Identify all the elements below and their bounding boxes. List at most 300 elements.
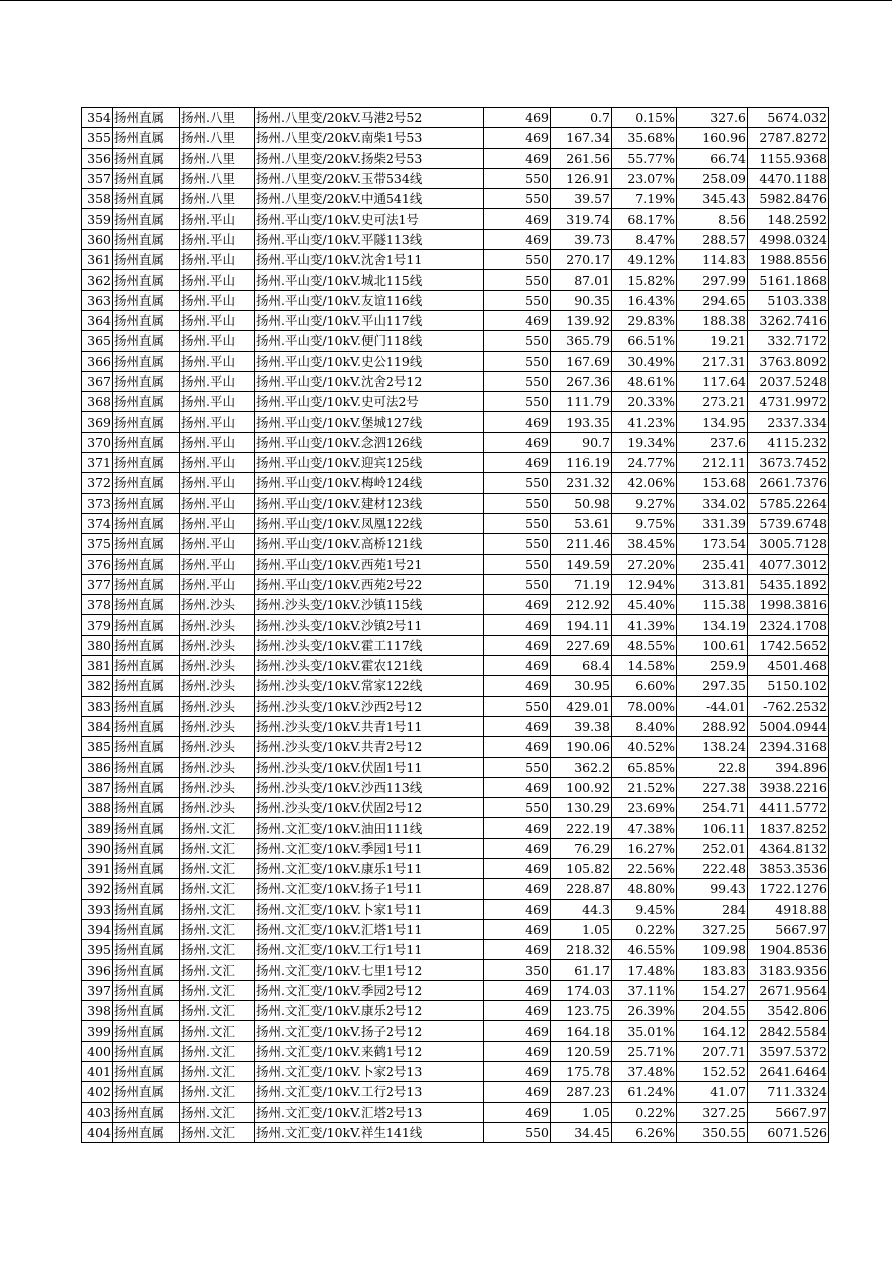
feeder-name-cell: 扬州.平山变/10kV.平山117线: [255, 310, 484, 330]
table-row: [82, 899, 829, 919]
margin-value-cell: 5785.2264: [748, 493, 829, 513]
load-cell: 90.35: [551, 290, 612, 310]
row-number: 376: [82, 554, 113, 574]
margin-value-cell: 4115.232: [748, 432, 829, 452]
table-row: [82, 1102, 829, 1122]
substation-cell: 扬州.平山: [180, 209, 255, 229]
top-border-line: [0, 0, 892, 1]
load-rate-cell: 6.60%: [612, 676, 677, 696]
substation-cell: 扬州.平山: [180, 310, 255, 330]
load-cell: 287.23: [551, 1082, 612, 1102]
substation-cell: 扬州.文汇: [180, 940, 255, 960]
margin-cell: 313.81: [677, 574, 748, 594]
capacity-cell: 469: [484, 879, 551, 899]
substation-cell: 扬州.平山: [180, 229, 255, 249]
load-cell: 222.19: [551, 818, 612, 838]
margin-value-cell: 4501.468: [748, 656, 829, 676]
feeder-name-cell: 扬州.八里变/20kV.中通541线: [255, 189, 484, 209]
table-row: [82, 574, 829, 594]
table-row: [82, 554, 829, 574]
row-number: 393: [82, 899, 113, 919]
substation-cell: 扬州.沙头: [180, 737, 255, 757]
capacity-cell: 469: [484, 656, 551, 676]
table-row: [82, 270, 829, 290]
margin-value-cell: 5435.1892: [748, 574, 829, 594]
load-rate-cell: 25.71%: [612, 1041, 677, 1061]
margin-value-cell: 1904.8536: [748, 940, 829, 960]
load-rate-cell: 16.27%: [612, 838, 677, 858]
capacity-cell: 550: [484, 696, 551, 716]
margin-value-cell: 4470.1188: [748, 168, 829, 188]
table-row: [82, 858, 829, 878]
margin-value-cell: 1742.5652: [748, 635, 829, 655]
substation-cell: 扬州.文汇: [180, 1122, 255, 1142]
load-rate-cell: 0.22%: [612, 1102, 677, 1122]
row-number: 372: [82, 473, 113, 493]
company-cell: 扬州直属: [113, 818, 180, 838]
substation-cell: 扬州.平山: [180, 432, 255, 452]
company-cell: 扬州直属: [113, 940, 180, 960]
company-cell: 扬州直属: [113, 554, 180, 574]
load-rate-cell: 7.19%: [612, 189, 677, 209]
capacity-cell: 469: [484, 1061, 551, 1081]
margin-cell: -44.01: [677, 696, 748, 716]
substation-cell: 扬州.八里: [180, 128, 255, 148]
load-rate-cell: 30.49%: [612, 351, 677, 371]
load-cell: 111.79: [551, 392, 612, 412]
substation-cell: 扬州.八里: [180, 148, 255, 168]
substation-cell: 扬州.沙头: [180, 777, 255, 797]
feeder-name-cell: 扬州.文汇变/10kV.祥生141线: [255, 1122, 484, 1142]
load-cell: 34.45: [551, 1122, 612, 1142]
capacity-cell: 550: [484, 513, 551, 533]
table-row: [82, 615, 829, 635]
row-number: 390: [82, 838, 113, 858]
substation-cell: 扬州.文汇: [180, 879, 255, 899]
substation-cell: 扬州.文汇: [180, 1061, 255, 1081]
row-number: 385: [82, 737, 113, 757]
load-rate-cell: 49.12%: [612, 250, 677, 270]
margin-cell: 235.41: [677, 554, 748, 574]
table-row: [82, 595, 829, 615]
margin-cell: 331.39: [677, 513, 748, 533]
company-cell: 扬州直属: [113, 757, 180, 777]
company-cell: 扬州直属: [113, 513, 180, 533]
substation-cell: 扬州.沙头: [180, 798, 255, 818]
row-number: 395: [82, 940, 113, 960]
load-rate-cell: 38.45%: [612, 534, 677, 554]
margin-value-cell: 4918.88: [748, 899, 829, 919]
load-cell: 429.01: [551, 696, 612, 716]
substation-cell: 扬州.沙头: [180, 676, 255, 696]
load-rate-cell: 27.20%: [612, 554, 677, 574]
load-rate-cell: 37.11%: [612, 980, 677, 1000]
feeder-name-cell: 扬州.沙头变/10kV.沙西113线: [255, 777, 484, 797]
feeder-name-cell: 扬州.平山变/10kV.西苑1号21: [255, 554, 484, 574]
substation-cell: 扬州.文汇: [180, 1102, 255, 1122]
load-rate-cell: 9.27%: [612, 493, 677, 513]
load-cell: 174.03: [551, 980, 612, 1000]
load-cell: 123.75: [551, 1001, 612, 1021]
capacity-cell: 469: [484, 453, 551, 473]
feeder-name-cell: 扬州.文汇变/10kV.工行2号13: [255, 1082, 484, 1102]
row-number: 404: [82, 1122, 113, 1142]
row-number: 383: [82, 696, 113, 716]
substation-cell: 扬州.文汇: [180, 919, 255, 939]
substation-cell: 扬州.文汇: [180, 899, 255, 919]
margin-value-cell: 711.3324: [748, 1082, 829, 1102]
substation-cell: 扬州.平山: [180, 331, 255, 351]
table-row: [82, 351, 829, 371]
margin-value-cell: 5150.102: [748, 676, 829, 696]
row-number: 377: [82, 574, 113, 594]
substation-cell: 扬州.沙头: [180, 757, 255, 777]
feeder-name-cell: 扬州.文汇变/10kV.扬子1号11: [255, 879, 484, 899]
table-row: [82, 371, 829, 391]
margin-value-cell: 3673.7452: [748, 453, 829, 473]
feeder-name-cell: 扬州.平山变/10kV.友谊116线: [255, 290, 484, 310]
row-number: 370: [82, 432, 113, 452]
load-cell: 261.56: [551, 148, 612, 168]
table-row: [82, 818, 829, 838]
load-rate-cell: 8.47%: [612, 229, 677, 249]
margin-cell: 106.11: [677, 818, 748, 838]
company-cell: 扬州直属: [113, 189, 180, 209]
load-rate-cell: 21.52%: [612, 777, 677, 797]
row-number: 371: [82, 453, 113, 473]
margin-value-cell: 5739.6748: [748, 513, 829, 533]
load-cell: 212.92: [551, 595, 612, 615]
row-number: 402: [82, 1082, 113, 1102]
margin-cell: 8.56: [677, 209, 748, 229]
load-rate-cell: 41.39%: [612, 615, 677, 635]
row-number: 359: [82, 209, 113, 229]
margin-value-cell: 5667.97: [748, 1102, 829, 1122]
capacity-cell: 550: [484, 189, 551, 209]
load-cell: 1.05: [551, 1102, 612, 1122]
feeder-name-cell: 扬州.平山变/10kV.西苑2号22: [255, 574, 484, 594]
table-row: [82, 168, 829, 188]
margin-cell: 19.21: [677, 331, 748, 351]
table-row: [82, 777, 829, 797]
margin-cell: 327.25: [677, 1102, 748, 1122]
company-cell: 扬州直属: [113, 1102, 180, 1122]
margin-cell: 258.09: [677, 168, 748, 188]
table-row: [82, 534, 829, 554]
capacity-cell: 469: [484, 940, 551, 960]
table-row: [82, 879, 829, 899]
load-cell: 231.32: [551, 473, 612, 493]
load-cell: 1.05: [551, 919, 612, 939]
substation-cell: 扬州.文汇: [180, 1001, 255, 1021]
load-cell: 193.35: [551, 412, 612, 432]
load-rate-cell: 0.15%: [612, 108, 677, 128]
margin-value-cell: 1988.8556: [748, 250, 829, 270]
margin-cell: 66.74: [677, 148, 748, 168]
margin-value-cell: 5161.1868: [748, 270, 829, 290]
load-rate-cell: 0.22%: [612, 919, 677, 939]
row-number: 366: [82, 351, 113, 371]
substation-cell: 扬州.平山: [180, 250, 255, 270]
feeder-name-cell: 扬州.平山变/10kV.平隧113线: [255, 229, 484, 249]
margin-value-cell: 2787.8272: [748, 128, 829, 148]
margin-cell: 138.24: [677, 737, 748, 757]
margin-cell: 152.52: [677, 1061, 748, 1081]
margin-value-cell: 394.896: [748, 757, 829, 777]
load-rate-cell: 12.94%: [612, 574, 677, 594]
capacity-cell: 469: [484, 1082, 551, 1102]
row-number: 386: [82, 757, 113, 777]
substation-cell: 扬州.沙头: [180, 635, 255, 655]
row-number: 400: [82, 1041, 113, 1061]
feeder-name-cell: 扬州.文汇变/10kV.工行1号11: [255, 940, 484, 960]
table-row: [82, 1061, 829, 1081]
margin-cell: 115.38: [677, 595, 748, 615]
margin-cell: 222.48: [677, 858, 748, 878]
load-rate-cell: 6.26%: [612, 1122, 677, 1142]
load-cell: 130.29: [551, 798, 612, 818]
margin-cell: 297.35: [677, 676, 748, 696]
feeder-name-cell: 扬州.平山变/10kV.沈舍2号12: [255, 371, 484, 391]
load-rate-cell: 35.01%: [612, 1021, 677, 1041]
capacity-cell: 469: [484, 919, 551, 939]
load-cell: 61.17: [551, 960, 612, 980]
margin-cell: 164.12: [677, 1021, 748, 1041]
substation-cell: 扬州.文汇: [180, 980, 255, 1000]
company-cell: 扬州直属: [113, 858, 180, 878]
table-row: [82, 1001, 829, 1021]
table-row: [82, 656, 829, 676]
feeder-name-cell: 扬州.文汇变/10kV.来鹤1号12: [255, 1041, 484, 1061]
row-number: 398: [82, 1001, 113, 1021]
company-cell: 扬州直属: [113, 696, 180, 716]
row-number: 363: [82, 290, 113, 310]
table-row: [82, 148, 829, 168]
capacity-cell: 550: [484, 534, 551, 554]
company-cell: 扬州直属: [113, 1122, 180, 1142]
substation-cell: 扬州.平山: [180, 290, 255, 310]
load-rate-cell: 37.48%: [612, 1061, 677, 1081]
capacity-cell: 550: [484, 270, 551, 290]
load-cell: 120.59: [551, 1041, 612, 1061]
margin-value-cell: 2671.9564: [748, 980, 829, 1000]
table-row: [82, 432, 829, 452]
load-cell: 267.36: [551, 371, 612, 391]
table-row: [82, 493, 829, 513]
margin-value-cell: 3853.3536: [748, 858, 829, 878]
margin-value-cell: 2661.7376: [748, 473, 829, 493]
load-cell: 116.19: [551, 453, 612, 473]
margin-value-cell: 332.7172: [748, 331, 829, 351]
margin-cell: 327.25: [677, 919, 748, 939]
margin-value-cell: 1155.9368: [748, 148, 829, 168]
load-rate-cell: 22.56%: [612, 858, 677, 878]
capacity-cell: 550: [484, 757, 551, 777]
table-row: [82, 798, 829, 818]
margin-value-cell: 4077.3012: [748, 554, 829, 574]
company-cell: 扬州直属: [113, 1021, 180, 1041]
company-cell: 扬州直属: [113, 148, 180, 168]
margin-cell: 227.38: [677, 777, 748, 797]
load-cell: 87.01: [551, 270, 612, 290]
table-row: [82, 838, 829, 858]
capacity-cell: 550: [484, 351, 551, 371]
company-cell: 扬州直属: [113, 473, 180, 493]
company-cell: 扬州直属: [113, 960, 180, 980]
row-number: 375: [82, 534, 113, 554]
table-row: [82, 331, 829, 351]
capacity-cell: 550: [484, 1122, 551, 1142]
feeder-name-cell: 扬州.文汇变/10kV.七里1号12: [255, 960, 484, 980]
substation-cell: 扬州.沙头: [180, 656, 255, 676]
margin-cell: 254.71: [677, 798, 748, 818]
feeder-name-cell: 扬州.文汇变/10kV.汇塔2号13: [255, 1102, 484, 1122]
row-number: 382: [82, 676, 113, 696]
feeder-name-cell: 扬州.平山变/10kV.史可法2号: [255, 392, 484, 412]
row-number: 369: [82, 412, 113, 432]
load-cell: 76.29: [551, 838, 612, 858]
substation-cell: 扬州.平山: [180, 351, 255, 371]
row-number: 388: [82, 798, 113, 818]
capacity-cell: 350: [484, 960, 551, 980]
substation-cell: 扬州.沙头: [180, 716, 255, 736]
margin-value-cell: 5103.338: [748, 290, 829, 310]
company-cell: 扬州直属: [113, 128, 180, 148]
load-rate-cell: 66.51%: [612, 331, 677, 351]
margin-value-cell: 5004.0944: [748, 716, 829, 736]
feeder-name-cell: 扬州.文汇变/10kV.扬子2号12: [255, 1021, 484, 1041]
feeder-name-cell: 扬州.文汇变/10kV.油田111线: [255, 818, 484, 838]
feeder-name-cell: 扬州.八里变/20kV.玉带534线: [255, 168, 484, 188]
margin-cell: 327.6: [677, 108, 748, 128]
row-number: 374: [82, 513, 113, 533]
load-rate-cell: 65.85%: [612, 757, 677, 777]
row-number: 387: [82, 777, 113, 797]
substation-cell: 扬州.八里: [180, 189, 255, 209]
load-rate-cell: 55.77%: [612, 148, 677, 168]
margin-cell: 334.02: [677, 493, 748, 513]
capacity-cell: 550: [484, 168, 551, 188]
feeder-name-cell: 扬州.平山变/10kV.迎宾125线: [255, 453, 484, 473]
load-rate-cell: 17.48%: [612, 960, 677, 980]
load-cell: 50.98: [551, 493, 612, 513]
load-rate-cell: 48.55%: [612, 635, 677, 655]
substation-cell: 扬州.平山: [180, 412, 255, 432]
feeder-name-cell: 扬州.平山变/10kV.便门118线: [255, 331, 484, 351]
company-cell: 扬州直属: [113, 1041, 180, 1061]
margin-cell: 183.83: [677, 960, 748, 980]
row-number: 380: [82, 635, 113, 655]
load-rate-cell: 24.77%: [612, 453, 677, 473]
table-row: [82, 108, 829, 128]
capacity-cell: 550: [484, 798, 551, 818]
margin-cell: 134.95: [677, 412, 748, 432]
load-rate-cell: 29.83%: [612, 310, 677, 330]
table-row: [82, 919, 829, 939]
margin-cell: 288.92: [677, 716, 748, 736]
table-row: [82, 310, 829, 330]
margin-value-cell: 2641.6464: [748, 1061, 829, 1081]
load-rate-cell: 47.38%: [612, 818, 677, 838]
load-cell: 194.11: [551, 615, 612, 635]
feeder-name-cell: 扬州.平山变/10kV.念泗126线: [255, 432, 484, 452]
table-row: [82, 737, 829, 757]
margin-value-cell: -762.2532: [748, 696, 829, 716]
margin-value-cell: 5667.97: [748, 919, 829, 939]
feeder-name-cell: 扬州.平山变/10kV.史可法1号: [255, 209, 484, 229]
margin-cell: 109.98: [677, 940, 748, 960]
margin-value-cell: 2842.5584: [748, 1021, 829, 1041]
company-cell: 扬州直属: [113, 919, 180, 939]
capacity-cell: 550: [484, 574, 551, 594]
company-cell: 扬州直属: [113, 270, 180, 290]
capacity-cell: 550: [484, 554, 551, 574]
margin-value-cell: 6071.526: [748, 1122, 829, 1142]
load-cell: 139.92: [551, 310, 612, 330]
margin-value-cell: 4364.8132: [748, 838, 829, 858]
capacity-cell: 469: [484, 229, 551, 249]
load-cell: 53.61: [551, 513, 612, 533]
load-rate-cell: 42.06%: [612, 473, 677, 493]
feeder-name-cell: 扬州.平山变/10kV.沈舍1号11: [255, 250, 484, 270]
company-cell: 扬州直属: [113, 716, 180, 736]
margin-cell: 345.43: [677, 189, 748, 209]
company-cell: 扬州直属: [113, 879, 180, 899]
margin-value-cell: 1837.8252: [748, 818, 829, 838]
table-row: [82, 1082, 829, 1102]
company-cell: 扬州直属: [113, 310, 180, 330]
substation-cell: 扬州.文汇: [180, 960, 255, 980]
capacity-cell: 469: [484, 209, 551, 229]
capacity-cell: 469: [484, 899, 551, 919]
capacity-cell: 469: [484, 716, 551, 736]
feeder-name-cell: 扬州.平山变/10kV.建材123线: [255, 493, 484, 513]
capacity-cell: 469: [484, 412, 551, 432]
row-number: 362: [82, 270, 113, 290]
load-rate-cell: 45.40%: [612, 595, 677, 615]
row-number: 397: [82, 980, 113, 1000]
load-cell: 365.79: [551, 331, 612, 351]
substation-cell: 扬州.文汇: [180, 858, 255, 878]
row-number: 389: [82, 818, 113, 838]
margin-cell: 284: [677, 899, 748, 919]
feeder-name-cell: 扬州.平山变/10kV.堡城127线: [255, 412, 484, 432]
capacity-cell: 469: [484, 595, 551, 615]
table-row: [82, 696, 829, 716]
company-cell: 扬州直属: [113, 108, 180, 128]
company-cell: 扬州直属: [113, 1061, 180, 1081]
load-rate-cell: 26.39%: [612, 1001, 677, 1021]
load-cell: 71.19: [551, 574, 612, 594]
row-number: 373: [82, 493, 113, 513]
load-cell: 68.4: [551, 656, 612, 676]
capacity-cell: 469: [484, 818, 551, 838]
company-cell: 扬州直属: [113, 351, 180, 371]
table-row: [82, 209, 829, 229]
margin-value-cell: 4731.9972: [748, 392, 829, 412]
company-cell: 扬州直属: [113, 798, 180, 818]
company-cell: 扬州直属: [113, 534, 180, 554]
row-number: 399: [82, 1021, 113, 1041]
load-rate-cell: 48.61%: [612, 371, 677, 391]
margin-cell: 294.65: [677, 290, 748, 310]
feeder-name-cell: 扬州.平山变/10kV.凤凰122线: [255, 513, 484, 533]
table-row: [82, 189, 829, 209]
load-rate-cell: 20.33%: [612, 392, 677, 412]
row-number: 365: [82, 331, 113, 351]
feeder-name-cell: 扬州.文汇变/10kV.康乐1号11: [255, 858, 484, 878]
substation-cell: 扬州.平山: [180, 453, 255, 473]
